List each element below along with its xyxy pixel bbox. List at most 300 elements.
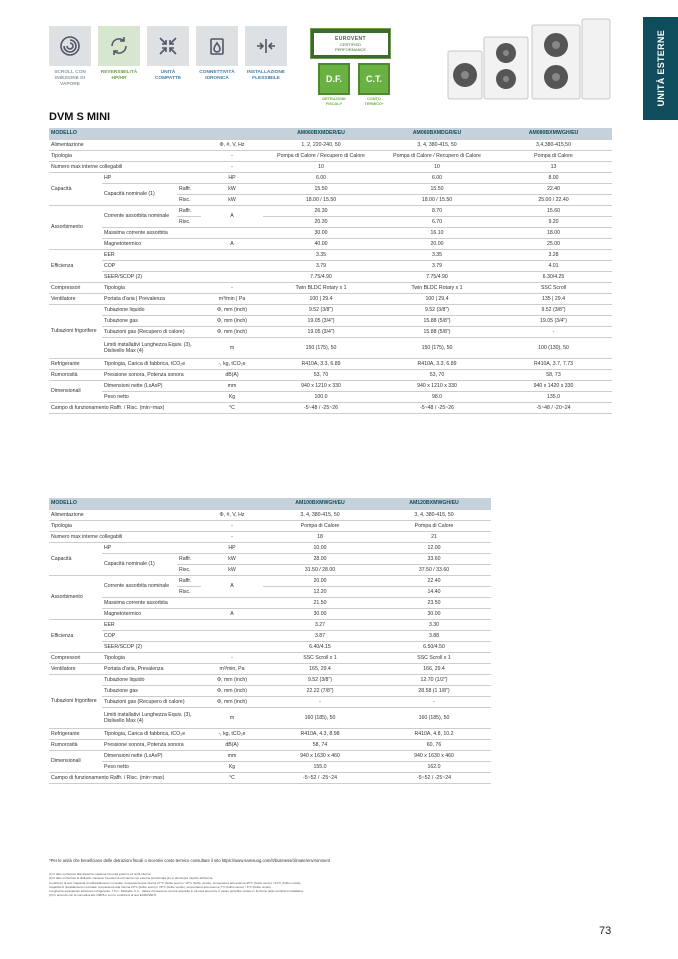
row-value: 28.58 (1 1/8") xyxy=(377,685,491,696)
row-value: 13 xyxy=(495,161,612,172)
note-line: Lunghezza equivalente tubazione refrigerante: 7,5 m, Dislivello: 0 m · Valore di pressione sonora acquisito in camera anecoica. Il valore potrebbe variare in funzione delle condizioni installative. xyxy=(49,889,305,894)
table-row xyxy=(49,597,491,608)
row-unit xyxy=(201,260,263,271)
row-value: 53, 70 xyxy=(263,369,379,380)
row-unit: A xyxy=(201,205,263,227)
row-label: Magnetotermico xyxy=(102,238,201,249)
row-value: 10 xyxy=(263,161,379,172)
row-value: 30.00 xyxy=(263,608,377,619)
row-unit: Φ, mm (inch) xyxy=(201,685,263,696)
row-value: 6.00 xyxy=(379,172,495,183)
row-value: -5~48 / -25~26 xyxy=(263,402,379,413)
row-value: 10.00 xyxy=(263,542,377,553)
row-unit: Φ, mm (inch) xyxy=(201,326,263,337)
row-unit: A xyxy=(201,575,263,597)
product-title: DVM S MINI xyxy=(49,111,111,123)
row-value: 3.28 xyxy=(495,249,612,260)
row-value: 7.75/4.90 xyxy=(263,271,379,282)
row-group-label: Rumorosità xyxy=(49,739,102,750)
badge-detrazioni-fiscali: D.F. DETRAZIONI FISCALI* xyxy=(318,63,350,107)
row-label: Limiti installativi Lunghezza Equiv. (3), Dislivello Max (4) xyxy=(102,337,201,358)
row-value: Pompa di Calore xyxy=(495,150,612,161)
table-row xyxy=(49,304,612,315)
row-value: 15.50 xyxy=(379,183,495,194)
row-unit: Φ, mm (inch) xyxy=(201,674,263,685)
row-value: 155.0 xyxy=(263,761,377,772)
row-unit: A xyxy=(201,238,263,249)
row-unit: °C xyxy=(201,772,263,783)
table-row xyxy=(49,260,612,271)
row-value: 940 x 1210 x 330 xyxy=(263,380,379,391)
table-row xyxy=(49,652,491,663)
row-value: 940 x 1420 x 330 xyxy=(495,380,612,391)
row-value: 22.40 xyxy=(495,183,612,194)
row-group-label: Dimensionali xyxy=(49,380,102,402)
row-sublabel: Capacità nominale (1) xyxy=(102,553,177,575)
scroll-icon xyxy=(49,26,91,66)
row-unit xyxy=(201,641,263,652)
row-value: 135 | 29.4 xyxy=(495,293,612,304)
cycle-icon xyxy=(98,26,140,66)
hydronic-icon xyxy=(196,26,238,66)
row-label: SEER/SCOP (2) xyxy=(102,271,201,282)
table-row xyxy=(49,531,491,542)
row-group-label: Efficienza xyxy=(49,619,102,652)
row-value: 7.75/4.90 xyxy=(379,271,495,282)
row-value: SSC Scroll x 1 xyxy=(263,652,377,663)
row-mode: Risc. xyxy=(177,194,201,205)
row-value: -5~52 / -25~24 xyxy=(377,772,491,783)
row-value: SSC Scroll x 1 xyxy=(377,652,491,663)
row-value: 150 (175), 50 xyxy=(379,337,495,358)
row-value: 3, 4, 380-415, 50 xyxy=(377,509,491,520)
row-value: 3.79 xyxy=(379,260,495,271)
table-row xyxy=(49,161,612,172)
row-label: Alimentazione xyxy=(49,509,201,520)
row-group-label: Assorbimento xyxy=(49,575,102,619)
row-unit xyxy=(201,619,263,630)
row-value: 9.52 (3/8") xyxy=(263,674,377,685)
row-label: EER xyxy=(102,249,201,260)
row-group-label: Assorbimento xyxy=(49,205,102,249)
row-label: SEER/SCOP (2) xyxy=(102,641,201,652)
row-label: Tipologia xyxy=(49,150,201,161)
row-value: Pompa di Calore / Recupero di Calore xyxy=(263,150,379,161)
row-value: 3.35 xyxy=(263,249,379,260)
row-unit: Φ, #, V, Hz xyxy=(201,139,263,150)
table-row xyxy=(49,271,612,282)
table-row xyxy=(49,663,491,674)
row-value: Twin BLDC Rotary x 1 xyxy=(379,282,495,293)
row-value: Pompa di Calore / Recupero di Calore xyxy=(379,150,495,161)
row-unit: m³/min | Pa xyxy=(201,293,263,304)
row-value: 23.50 xyxy=(377,597,491,608)
row-label: Tipologia, Carica di fabbrica, tCO₂e xyxy=(102,728,201,739)
row-value: 12.20 xyxy=(263,586,377,597)
row-value: 3.79 xyxy=(263,260,379,271)
row-group-label: Rumorosità xyxy=(49,369,102,380)
feature-scroll: SCROLL CON INIEZIONE DI VAPORE xyxy=(49,26,91,88)
compact-arrows-icon xyxy=(147,26,189,66)
table-row xyxy=(49,630,491,641)
row-value: 3.27 xyxy=(263,619,377,630)
row-value: 15.50 xyxy=(263,183,379,194)
row-value: 940 x 1630 x 460 xyxy=(263,750,377,761)
row-unit xyxy=(201,597,263,608)
row-mode: Raffr. xyxy=(177,183,201,194)
spec-table-1 xyxy=(49,128,612,414)
table-row xyxy=(49,728,491,739)
table-row xyxy=(49,150,612,161)
row-label: Tubazioni gas (Recupero di calore) xyxy=(102,696,201,707)
table-row xyxy=(49,293,612,304)
row-value: 19.05 (3/4") xyxy=(263,326,379,337)
row-value: 1, 2, 220-240, 50 xyxy=(263,139,379,150)
row-label: Alimentazione xyxy=(49,139,201,150)
row-value: 135.0 xyxy=(495,391,612,402)
row-unit: - xyxy=(201,531,263,542)
row-value: Pompa di Calore xyxy=(263,520,377,531)
table-row xyxy=(49,707,491,728)
flexible-install-icon xyxy=(245,26,287,66)
table-row xyxy=(49,641,491,652)
row-value: R410A, 4.3, 8.98 xyxy=(263,728,377,739)
row-value: - xyxy=(263,696,377,707)
row-label: Massima corrente assorbita xyxy=(102,597,201,608)
row-group-label: Capacità xyxy=(49,172,102,205)
row-label: Tipologia, Carica di fabbrica, tCO₂e xyxy=(102,358,201,369)
row-group-label: Refrigerante xyxy=(49,358,102,369)
row-mode: Raffr. xyxy=(177,205,201,216)
row-value: 8.70 xyxy=(379,205,495,216)
row-value: 6.00 xyxy=(263,172,379,183)
table-row xyxy=(49,238,612,249)
row-value: 12.00 xyxy=(377,542,491,553)
table-row xyxy=(49,520,491,531)
table-row xyxy=(49,380,612,391)
row-unit: dB(A) xyxy=(201,369,263,380)
header-model-code: AM100BXMWGH/EU xyxy=(263,498,377,509)
row-label: Tipologia xyxy=(102,282,201,293)
row-label: Pressione sonora, Potenza sonora xyxy=(102,739,201,750)
row-value: 30.00 xyxy=(377,608,491,619)
page-number: 73 xyxy=(599,925,612,937)
row-value: 15.88 (5/8") xyxy=(379,326,495,337)
table-row xyxy=(49,509,491,520)
feature-compact: UNITÀ COMPATTE xyxy=(147,26,189,88)
header-model-code: AM060BXMDER/EU xyxy=(263,128,379,139)
row-value: 37.50 / 33.60 xyxy=(377,564,491,575)
row-value: 19.05 (3/4") xyxy=(263,315,379,326)
row-group-label: Capacità xyxy=(49,542,102,575)
row-label: Tubazione liquido xyxy=(102,304,201,315)
row-value: 165, 29.4 xyxy=(263,663,377,674)
table-row xyxy=(49,326,612,337)
row-label: Dimensioni nette (LxAxP) xyxy=(102,380,201,391)
row-value: -5~48 / -20~24 xyxy=(495,402,612,413)
row-label: COP xyxy=(102,260,201,271)
row-mode: Risc. xyxy=(177,586,201,597)
row-unit: m xyxy=(201,707,263,728)
row-label: Tipologia xyxy=(102,652,201,663)
row-value: 18.00 / 15.50 xyxy=(263,194,379,205)
row-value: 18 xyxy=(263,531,377,542)
row-value: 30.00 xyxy=(263,227,379,238)
row-unit: Kg xyxy=(201,391,263,402)
note-line: (1) Il dato si riferisce alla distanza massima tra unità esterna ed unità interna. xyxy=(49,872,152,876)
table-row xyxy=(49,772,491,783)
table-row xyxy=(49,608,491,619)
row-sublabel: Capacità nominale (1) xyxy=(102,183,177,205)
table-row xyxy=(49,227,612,238)
eurovent-logo: EUROVENT CERTIFIED PERFORMANCE xyxy=(310,28,391,59)
row-value: 16.10 xyxy=(379,227,495,238)
row-value: 3.88 xyxy=(377,630,491,641)
row-unit xyxy=(201,271,263,282)
row-value: 18.00 xyxy=(495,227,612,238)
table-row xyxy=(49,249,612,260)
row-value: 25.00 / 22.40 xyxy=(495,194,612,205)
row-unit: mm xyxy=(201,380,263,391)
row-label: Massima corrente assorbita xyxy=(102,227,201,238)
row-value: 22.40 xyxy=(377,575,491,586)
row-value: 3, 4, 380-415, 50 xyxy=(263,509,377,520)
row-value: 3.30 xyxy=(377,619,491,630)
row-label: Peso netto xyxy=(102,761,201,772)
table-row xyxy=(49,391,612,402)
note-line: Condizioni di test: Capacità di raffreddamento nominale: temperatura aria interna 27°C (bulbo secco) / 19°C (bulbo umido), temperatura aria esterna 35°C (bulbo secco) / 24°C (bulbo umido). xyxy=(49,880,302,885)
header-model-code: AM080BXMWGH/EU xyxy=(495,128,612,139)
row-value: 160 (185), 50 xyxy=(377,707,491,728)
row-unit: kW xyxy=(201,194,263,205)
table-row xyxy=(49,183,612,194)
row-value: 160 (185), 50 xyxy=(263,707,377,728)
table-row xyxy=(49,575,491,586)
table-row xyxy=(49,685,491,696)
row-value: 22.22 (7/8") xyxy=(263,685,377,696)
table-row xyxy=(49,739,491,750)
header-model-code: AM120BXMWGH/EU xyxy=(377,498,491,509)
row-value: 6.50/4.50 xyxy=(377,641,491,652)
row-unit: kW xyxy=(201,564,263,575)
row-value: 26.30 xyxy=(263,205,379,216)
table-row xyxy=(49,696,491,707)
row-label: COP xyxy=(102,630,201,641)
row-value: 14.40 xyxy=(377,586,491,597)
row-label: Magnetotermico xyxy=(102,608,201,619)
row-value: 98.0 xyxy=(379,391,495,402)
row-sublabel: Corrente assorbita nominale xyxy=(102,575,177,597)
table-row xyxy=(49,172,612,183)
table-header-row xyxy=(49,128,612,139)
row-value: 3,4,380-415,50 xyxy=(495,139,612,150)
table-row xyxy=(49,402,612,413)
table-header-row xyxy=(49,498,491,509)
badge-conto-termico: C.T. CONTO TERMICO* xyxy=(358,63,390,107)
row-label: HP xyxy=(102,542,201,553)
row-unit: - xyxy=(201,520,263,531)
row-unit: dB(A) xyxy=(201,739,263,750)
row-value: 9.52 (3/8") xyxy=(495,304,612,315)
table-row xyxy=(49,282,612,293)
row-value: 20.30 xyxy=(263,216,379,227)
row-unit: m³/min, Pa xyxy=(201,663,263,674)
row-sublabel: Corrente assorbita nominale xyxy=(102,205,177,227)
row-value: 166, 29.4 xyxy=(377,663,491,674)
row-label: Tubazione gas xyxy=(102,315,201,326)
row-value: R410A, 3.3, 6.89 xyxy=(263,358,379,369)
row-value: 8.00 xyxy=(495,172,612,183)
row-value: 31.50 / 28.00 xyxy=(263,564,377,575)
row-value: 9.52 (3/8") xyxy=(263,304,379,315)
row-value: 20.00 xyxy=(263,575,377,586)
row-unit: - xyxy=(201,282,263,293)
row-value: R410A, 4.8, 10.2 xyxy=(377,728,491,739)
row-unit: kW xyxy=(201,183,263,194)
row-mode: Raffr. xyxy=(177,553,201,564)
row-value: 100 | 29.4 xyxy=(379,293,495,304)
header-model-label: MODELLO xyxy=(49,498,263,509)
table-row xyxy=(49,761,491,772)
row-value: 12.70 (1/2") xyxy=(377,674,491,685)
row-unit: m xyxy=(201,337,263,358)
footnotes: *Per le unità che beneficiano delle detrazioni fiscali o incentivi conto termico consultare il sito https://www.samsung.com/it/business/climate/environment (1) Il dato si riferisce alla distanza massima tra unità esterna ed unità interna. (2) Il dato si riferisce al dislivello massimo tra esterna ed interna con esterna posizionata più in alto/sopra rispetto all'interna. Condizioni di test: Capacità di raffreddamento nominale: temperatura aria interna 27°C (bulbo secco) / 19°C (bulbo umido), temperatura aria esterna 35°C (bulbo secco) / 24°C (bulbo umido). Capacità di riscaldamento nominale: temperatura aria interna 20°C (bulbo secco) / 15°C (bulbo umido), temperatura aria esterna 7°C (bulbo secco) / 6°C (bulbo umido). Lunghezza equivalente tubazione refrigerante: 7,5 m, Dislivello: 0 m · Valore di pressione sonora acquisito in camera anecoica. Il valore potrebbe variare in funzione delle condizioni installative. (3) In accordo con la normativa EN 14825 e con le condizioni di test EUROVENT. xyxy=(49,858,609,898)
row-value: 10 xyxy=(379,161,495,172)
row-value: 3.35 xyxy=(379,249,495,260)
table-row xyxy=(49,619,491,630)
row-label: EER xyxy=(102,619,201,630)
row-group-label: Compressori xyxy=(49,282,102,293)
row-group-label: Refrigerante xyxy=(49,728,102,739)
row-label: Portata d'aria, Prevalenza xyxy=(102,663,201,674)
row-value: 15.60 xyxy=(495,205,612,216)
row-unit: - xyxy=(201,150,263,161)
row-unit: Φ, mm (inch) xyxy=(201,696,263,707)
row-value: 162.0 xyxy=(377,761,491,772)
row-value: SSC Scroll xyxy=(495,282,612,293)
note-line: (3) In accordo con la normativa EN 14825 e con le condizioni di test EUROVENT. xyxy=(49,893,157,898)
row-label: Numero max interne collegabili xyxy=(49,161,201,172)
feature-icons xyxy=(49,26,287,88)
row-group-label: Ventilatore xyxy=(49,663,102,674)
row-mode: Risc. xyxy=(177,216,201,227)
row-label: Limiti installativi Lunghezza Equiv. (3), Dislivello Max (4) xyxy=(102,707,201,728)
row-value: 6.70 xyxy=(379,216,495,227)
row-unit: HP xyxy=(201,172,263,183)
row-unit: Φ, mm (inch) xyxy=(201,304,263,315)
row-value: 6.30/4.25 xyxy=(495,271,612,282)
row-value: R410A, 3.7, 7.73 xyxy=(495,358,612,369)
row-value: Twin BLDC Rotary x 1 xyxy=(263,282,379,293)
row-value: 40.00 xyxy=(263,238,379,249)
feature-hydronic: CONNETTIVITÀ IDRONICA xyxy=(196,26,238,88)
row-label: HP xyxy=(102,172,201,183)
row-unit: kW xyxy=(201,553,263,564)
row-value: R410A, 3.3, 6.89 xyxy=(379,358,495,369)
row-unit: mm xyxy=(201,750,263,761)
row-value: 53, 70 xyxy=(379,369,495,380)
row-value: 940 x 1210 x 330 xyxy=(379,380,495,391)
row-value: -5~52 / -25~24 xyxy=(263,772,377,783)
row-label: Tubazioni gas (Recupero di calore) xyxy=(102,326,201,337)
row-label: Portata d'aria | Prevalenza xyxy=(102,293,201,304)
row-value: 28.00 xyxy=(263,553,377,564)
row-label: Tipologia xyxy=(49,520,201,531)
row-value: 100 | 29.4 xyxy=(263,293,379,304)
row-label: Tubazione gas xyxy=(102,685,201,696)
row-group-label: Dimensionali xyxy=(49,750,102,772)
row-value: 100 (130), 50 xyxy=(495,337,612,358)
row-unit: A xyxy=(201,608,263,619)
row-mode: Raffr. xyxy=(177,575,201,586)
row-value: 19.05 (3/4") xyxy=(495,315,612,326)
header-model-label: MODELLO xyxy=(49,128,263,139)
feature-reversibility: REVERSIBILITÀ HP/HR xyxy=(98,26,140,88)
row-value: 940 x 1630 x 460 xyxy=(377,750,491,761)
row-group-label: Efficienza xyxy=(49,249,102,282)
row-value: 18.00 / 15.50 xyxy=(379,194,495,205)
row-unit: Φ, mm (inch) xyxy=(201,315,263,326)
row-unit: -, kg, tCO₂e xyxy=(201,728,263,739)
row-mode: Risc. xyxy=(177,564,201,575)
row-value: 100.0 xyxy=(263,391,379,402)
outdoor-units-image xyxy=(446,17,611,102)
row-value: - xyxy=(495,326,612,337)
table-row xyxy=(49,337,612,358)
table-row xyxy=(49,542,491,553)
row-value: 15.88 (5/8") xyxy=(379,315,495,326)
table-row xyxy=(49,369,612,380)
row-unit: - xyxy=(201,652,263,663)
row-value: 9.20 xyxy=(495,216,612,227)
row-value: 33.60 xyxy=(377,553,491,564)
row-value: -5~48 / -25~26 xyxy=(379,402,495,413)
row-value: 9.52 (3/8") xyxy=(379,304,495,315)
row-unit: Kg xyxy=(201,761,263,772)
row-value: 58, 73 xyxy=(495,369,612,380)
row-value: 4.01 xyxy=(495,260,612,271)
row-group-label: Ventilatore xyxy=(49,293,102,304)
row-value: 21 xyxy=(377,531,491,542)
row-value: 150 (175), 50 xyxy=(263,337,379,358)
table-row xyxy=(49,674,491,685)
row-group-label: Tubazioni frigorifere xyxy=(49,304,102,358)
row-value: - xyxy=(377,696,491,707)
table-row xyxy=(49,358,612,369)
row-unit: Φ, #, V, Hz xyxy=(201,509,263,520)
row-value: 6.40/4.15 xyxy=(263,641,377,652)
row-value: Pompa di Calore xyxy=(377,520,491,531)
row-value: 58, 74 xyxy=(263,739,377,750)
table-row xyxy=(49,205,612,216)
row-unit: HP xyxy=(201,542,263,553)
note-line: (2) Il dato si riferisce al dislivello massimo tra esterna ed interna con esterna posizionata più in alto/sopra rispetto all'interna. xyxy=(49,876,214,881)
table-row xyxy=(49,315,612,326)
row-value: 3, 4, 380-415, 50 xyxy=(379,139,495,150)
row-label: Campo di funzionamento Raffr. / Risc. (min~max) xyxy=(49,772,201,783)
row-label: Tubazione liquido xyxy=(102,674,201,685)
row-label: Dimensioni nette (LxAxP) xyxy=(102,750,201,761)
row-unit xyxy=(201,630,263,641)
row-value: 25.00 xyxy=(495,238,612,249)
table-row xyxy=(49,139,612,150)
row-value: 60, 76 xyxy=(377,739,491,750)
row-label: Peso netto xyxy=(102,391,201,402)
row-label: Campo di funzionamento Raffr. / Risc. (min~max) xyxy=(49,402,201,413)
note-line: Capacità di riscaldamento nominale: temperatura aria interna 20°C (bulbo secco) / 15°C (bulbo umido), temperatura aria esterna 7°C (bulbo secco) / 6°C (bulbo umido). xyxy=(49,884,272,889)
row-unit xyxy=(201,249,263,260)
row-unit xyxy=(201,227,263,238)
